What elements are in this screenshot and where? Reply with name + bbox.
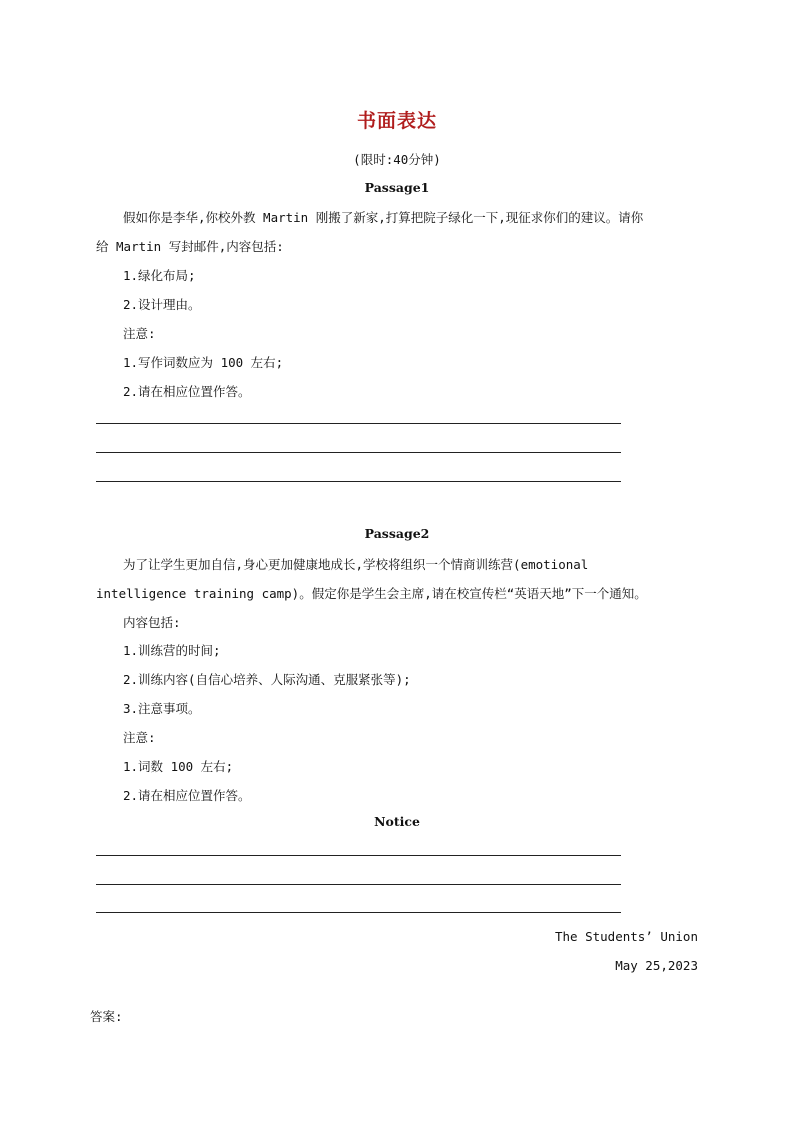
passage1-note-label: 注意:	[123, 326, 156, 341]
passage1-point1: 1.绿化布局;	[123, 268, 196, 283]
time-limit: (限时:40分钟)	[353, 152, 441, 167]
passage2-point3: 3.注意事项。	[123, 701, 201, 716]
passage2-note-label: 注意:	[123, 730, 156, 745]
passage2-prompt-line2: intelligence training camp)。假定你是学生会主席,请在校宣传栏“英语天地”下一个通知。	[96, 586, 647, 601]
passage2-note1: 1.词数 100 左右;	[123, 759, 234, 774]
passage1-point2: 2.设计理由。	[123, 297, 201, 312]
notice-date: May 25,2023	[615, 958, 698, 973]
passage2-content-label: 内容包括:	[123, 615, 181, 630]
passage1-note1: 1.写作词数应为 100 左右;	[123, 355, 284, 370]
passage1-prompt-line1: 假如你是李华,你校外教 Martin 刚搬了新家,打算把院子绿化一下,现征求你们的建议。请你	[123, 210, 644, 225]
passage2-note2: 2.请在相应位置作答。	[123, 788, 251, 803]
passage2-prompt-line1: 为了让学生更加自信,身心更加健康地成长,学校将组织一个情商训练营(emotional	[123, 557, 589, 572]
notice-heading: Notice	[374, 814, 420, 829]
answer-label: 答案:	[90, 1009, 123, 1024]
passage1-note2: 2.请在相应位置作答。	[123, 384, 251, 399]
answer-line	[96, 912, 621, 913]
answer-line	[96, 481, 621, 482]
page-title: 书面表达	[356, 110, 437, 132]
answer-line	[96, 423, 621, 424]
passage1-prompt-line2: 给 Martin 写封邮件,内容包括:	[96, 239, 284, 254]
passage2-heading: Passage2	[364, 526, 430, 541]
passage1-heading: Passage1	[364, 180, 430, 195]
answer-line	[96, 884, 621, 885]
passage2-point2: 2.训练内容(自信心培养、人际沟通、克服紧张等);	[123, 672, 411, 687]
notice-signature: The Students’ Union	[555, 929, 698, 944]
passage2-point1: 1.训练营的时间;	[123, 643, 221, 658]
answer-line	[96, 452, 621, 453]
answer-line	[96, 855, 621, 856]
